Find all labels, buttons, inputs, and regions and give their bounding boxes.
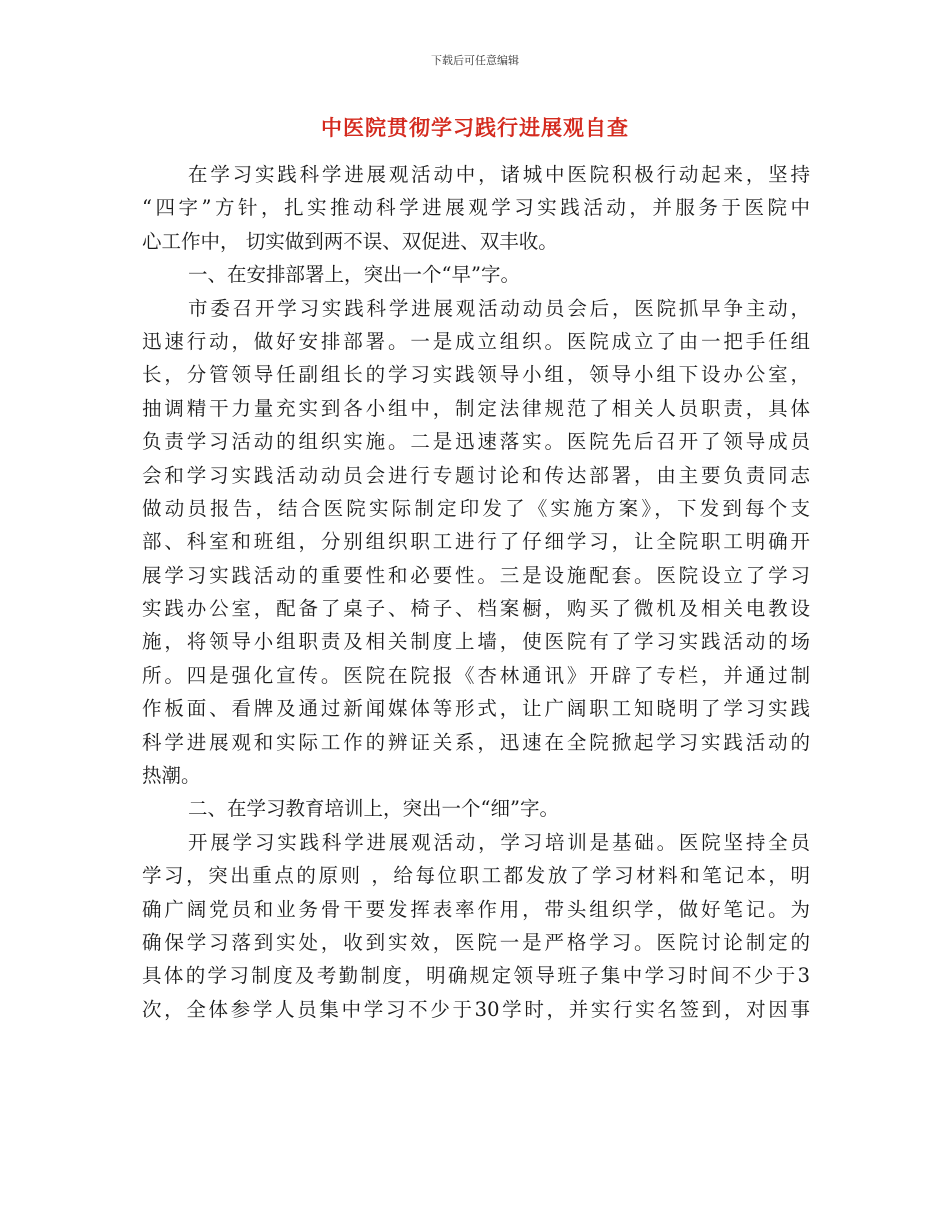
body-line: 热潮。: [142, 764, 201, 788]
body-line: 确广阔党员和业务骨干要发挥表率作用，带头组织学，做好笔记。为: [142, 897, 810, 921]
document-title: 中医院贯彻学习践行进展观自查: [321, 116, 629, 140]
body-line: 负责学习活动的组织实施。二是迅速落实。医院先后召开了领导成员: [142, 430, 810, 454]
document-body: [142, 158, 810, 1026]
body-line: 具体的学习制度及考勤制度，明确规定领导班子集中学习时间不少于3: [142, 964, 810, 988]
body-line: 所。四是强化宣传。医院在院报《杏林通讯》开辟了专栏，并通过制: [142, 663, 810, 687]
body-line: 科学进展观和实际工作的辨证关系，迅速在全院掀起学习实践活动的: [142, 730, 810, 754]
body-line: 次，全体参学人员集中学习不少于30学时，并实行实名签到，对因事: [142, 997, 810, 1021]
body-line: 开展学习实践科学进展观活动，学习培训是基础。医院坚持全员: [188, 830, 810, 854]
body-line: 实践办公室，配备了桌子、椅子、档案橱，购买了微机及相关电教设: [142, 597, 810, 621]
section-heading: 一、在安排部署上，突出一个“早”字。: [188, 263, 520, 287]
body-line: “四字”方针，扎实推动科学进展观学习实践活动，并服务于医院中: [142, 196, 810, 220]
body-line: 作板面、看牌及通过新闻媒体等形式，让广阔职工知晓明了学习实践: [142, 697, 810, 721]
body-line: 确保学习落到实处，收到实效，医院一是严格学习。医院讨论制定的: [142, 930, 810, 954]
body-line: 会和学习实践活动动员会进行专题讨论和传达部署，由主要负责同志: [142, 463, 810, 487]
body-line: 抽调精干力量充实到各小组中，制定法律规范了相关人员职责，具体: [142, 396, 810, 420]
body-line: 部、科室和班组，分别组织职工进行了仔细学习，让全院职工明确开: [142, 530, 810, 554]
body-line: 做动员报告，结合医院实际制定印发了《实施方案》，下发到每个支: [142, 496, 810, 520]
body-line: 展学习实践活动的重要性和必要性。三是设施配套。医院设立了学习: [142, 563, 810, 587]
page-header-note: 下载后可任意编辑: [431, 54, 519, 67]
body-line: 迅速行动，做好安排部署。一是成立组织。医院成立了由一把手任组: [142, 329, 810, 353]
body-line: 学习，突出重点的原则 ，给每位职工都发放了学习材料和笔记本，明: [142, 864, 810, 888]
body-line: 心工作中， 切实做到两不误、双促进、双丰收。: [142, 229, 558, 253]
body-line: 施，将领导小组职责及相关制度上墙，使医院有了学习实践活动的场: [142, 630, 810, 654]
body-line: 在学习实践科学进展观活动中，诸城中医院积极行动起来，坚持: [188, 163, 810, 186]
section-heading: 二、在学习教育培训上，突出一个“细”字。: [188, 797, 559, 821]
body-line: 市委召开学习实践科学进展观活动动员会后，医院抓早争主动，: [188, 296, 810, 320]
body-line: 长，分管领导任副组长的学习实践领导小组，领导小组下设办公室，: [142, 363, 810, 387]
